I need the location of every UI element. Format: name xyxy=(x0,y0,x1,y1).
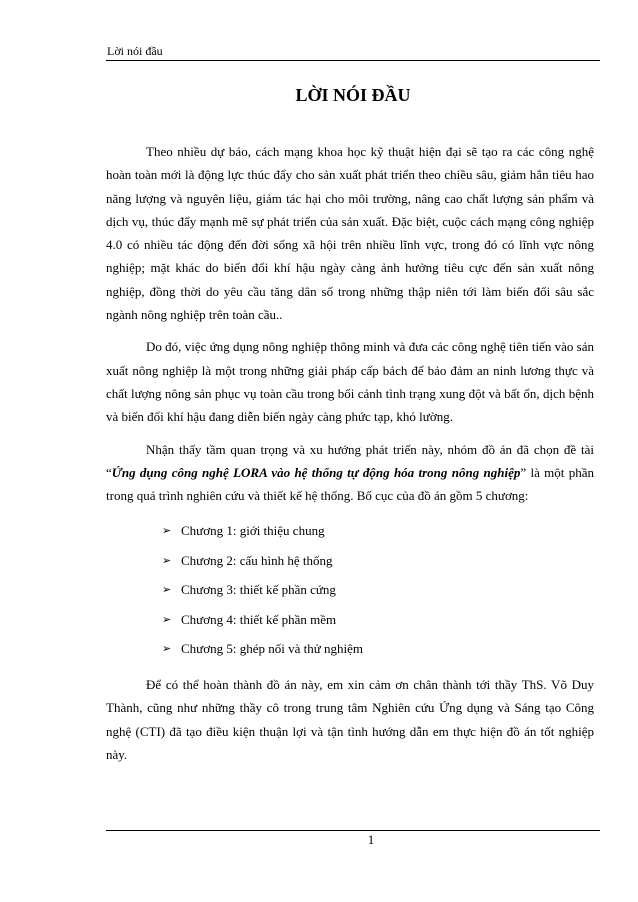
topic-title: Ứng dụng công nghệ LORA vào hệ thống tự động hóa trong nông nghiệp xyxy=(111,464,521,480)
chapter-list xyxy=(106,516,594,664)
arrow-bullet-icon: ➢ xyxy=(162,524,172,538)
list-item xyxy=(106,605,594,635)
footer-rule xyxy=(106,830,600,831)
chapter-label: Chương 1: giới thiệu chung xyxy=(181,523,325,539)
arrow-bullet-icon: ➢ xyxy=(162,553,172,567)
paragraph-acknowledgement: Để có thể hoàn thành đồ án này, em xin cảm ơn chân thành tới thầy ThS. Võ Duy Thành, cũng như những thầy cô trong trung tâm Nghiên cứu Ứng dụng và Sáng tạo Công nghệ (CTI) đã tạo điều kiện thuận lợi và tận tình hướng dẫn em thực hiện đồ án tốt nghiệp này. xyxy=(106,676,594,762)
chapter-label: Chương 2: cấu hình hệ thống xyxy=(181,552,333,568)
page-number: 1 xyxy=(367,832,375,847)
arrow-bullet-icon: ➢ xyxy=(162,583,172,597)
list-item xyxy=(106,575,594,605)
paragraph-solution: Do đó, việc ứng dụng nông nghiệp thông minh và đưa các công nghệ tiên tiến vào sản xuất nông nghiệp là một trong những giải pháp cấp bách để bảo đảm an ninh lương thực và chất lượng nông sản phục vụ toàn cầu trong bối cảnh tình trạng xung đột và bất ổn, dịch bệnh và biến đổi khí hậu đang diễn biến ngày càng phức tạp, khó lường. xyxy=(106,339,594,425)
arrow-bullet-icon: ➢ xyxy=(162,612,172,626)
topic-lead-text: Nhận thấy tầm quan trọng và xu hướng phát triển này, nhóm đồ án đã chọn đề tài “ xyxy=(106,441,594,480)
chapter-label: Chương 3: thiết kế phần cứng xyxy=(181,582,336,598)
chapter-label: Chương 4: thiết kế phần mềm xyxy=(181,611,337,627)
page-title: LỜI NÓI ĐẦU xyxy=(295,85,411,105)
body-text xyxy=(106,140,594,775)
paragraph-topic xyxy=(106,438,594,508)
list-item xyxy=(106,516,594,546)
list-item xyxy=(106,546,594,576)
list-item xyxy=(106,634,594,664)
header-rule xyxy=(106,60,600,61)
paragraph-intro: Theo nhiều dự báo, cách mạng khoa học kỹ thuật hiện đại sẽ tạo ra các công nghệ hoàn toàn mới là động lực thúc đẩy cho sản xuất phát triển theo chiều sâu, giảm hẳn tiêu hao năng lượng và nguyên liệu, giảm tác hại cho môi trường, nâng cao chất lượng sản phẩm và dịch vụ, thúc đẩy mạnh mẽ sự phát triển của sản xuất. Đặc biệt, cuộc cách mạng công nghiệp 4.0 có nhiều tác động đến đời sống xã hội trên nhiều lĩnh vực, trong đó có lĩnh vực nông nghiệp; mặt khác do biến đổi khí hậu ngày càng ảnh hưởng tiêu cực đến sản xuất nông nghiệp, đồng thời do yêu cầu tăng dân số trong những thập niên tới làm biến đổi sâu sắc ngành nông nghiệp trên toàn cầu.. xyxy=(106,144,594,323)
topic-trail-text: ” là một phần trong quá trình nghiên cứu và thiết kế hệ thống. Bố cục của đồ án gồm 5 chương: xyxy=(106,464,594,504)
arrow-bullet-icon: ➢ xyxy=(162,642,172,656)
chapter-label: Chương 5: ghép nối và thử nghiệm xyxy=(181,641,364,657)
running-header: Lời nói đầu xyxy=(107,44,163,58)
